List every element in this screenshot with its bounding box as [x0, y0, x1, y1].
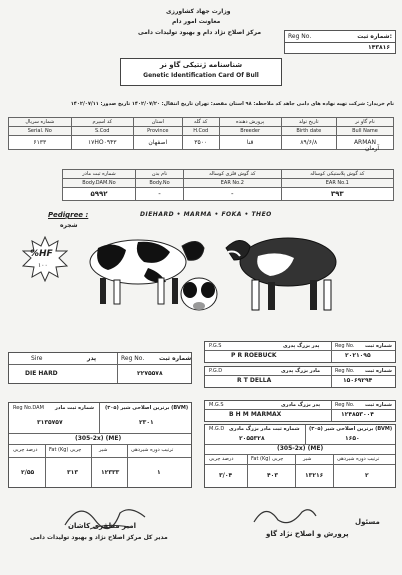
- dam-box: Reg No.DAM شماره ثبت مادر برترین اصلاحی شیر (۳۰۵) (BVM) ۳۱۳۵۷۵۷ ۲۳۰۱ (305-2x) (ME) درصد چربی Fat (Kg) چربی شیر ترتیب دوره شیردهی ۲/۵۵ ۳۱۳ ۱۲۳۳۳ ۱: [8, 402, 192, 488]
- dam-milk-yield: ۱۲۳۳۳: [101, 469, 120, 476]
- dam-lactation: ۱: [157, 469, 161, 476]
- cow-icon-2: [218, 226, 348, 314]
- cow-head-icon: [176, 276, 222, 316]
- dam-fat-kg: ۳۱۳: [67, 469, 78, 476]
- pedigree-lineage: DIEHARD • MARMA • FOKA • THEO: [140, 211, 272, 218]
- bull-photo-rear: [218, 226, 348, 318]
- buyer-info: نام خریدار: شرکت تهیه نهاده های دامی جاهد کد ملاحظه: ۹۸ استان مقصد: تهران تاریخ انتقال: ۱۴۰۲/۰۷/۲۰ تاریخ صدور: ۱۴۰۲/۰۷/۱۱: [70, 101, 394, 107]
- mgd-box: M.G.D شماره ثبت مادر بزرگ مادری برترین اصلاحی شیر (۳۰۵) (BVM) ۲۰۵۵۳۲۸ ۱۶۵۰ (305-2x) (ME) درصد چربی Fat (Kg) چربی شیر ترتیب دوره شیردهی ۳/۰۴ ۴۰۳ ۱۳۲۱۶ ۲: [204, 424, 396, 488]
- pgs-name: P R ROEBUCK: [231, 352, 277, 359]
- bull-photo-front: [176, 276, 222, 320]
- certificate-title: شناسنامه ژنتیکی گاو نر Genetic Identification Card Of Bull: [120, 58, 282, 86]
- responsible-label: مسئول: [355, 518, 380, 526]
- pedigree-label-fa: شجره: [60, 222, 78, 229]
- signer-title: مدیر کل مرکز اصلاح نژاد و بهبود تولیدات دامی: [30, 534, 168, 541]
- mgd-reg: ۲۰۵۵۳۲۸: [239, 435, 265, 442]
- pedigree-label: Pedigree :: [48, 211, 89, 219]
- mgd-fat-pct: ۳/۰۴: [219, 472, 233, 479]
- reg-number-header: شماره ثبت: Reg No.: [284, 30, 396, 44]
- sire-reg: ۲۲۷۵۵۷۸: [137, 370, 163, 377]
- pgs-reg: ۲۰۲۱۰۹۵: [345, 352, 371, 359]
- hf-starburst: %HF ۱۰۰: [22, 236, 68, 282]
- mgd-lactation: ۲: [365, 472, 369, 479]
- dept-name: معاونت امور دام: [172, 18, 221, 25]
- dam-milk: ۲۳۰۱: [139, 419, 154, 426]
- sire-box: Sire پدر Reg No. شماره ثبت DIE HARD ۲۲۷۵۵۷۸: [8, 352, 192, 384]
- responsible-dept: پرورش و اصلاح نژاد گاو: [266, 530, 349, 538]
- center-name: مرکز اصلاح نژاد دام و بهبود تولیدات دامی: [138, 29, 262, 36]
- dam-fat-pct: ۲/۵۵: [21, 469, 35, 476]
- signer-name: امیر مظفری کاشان: [68, 522, 136, 530]
- mgs-box: M.G.S پدر بزرگ مادری Reg No. شماره ثبت B H M MARMAX ۱۲۴۸۵۳۰۰۴: [204, 400, 396, 422]
- reg-number-value-box: [284, 42, 396, 54]
- ear-tag-table: شماره ثبت مادر نام بدن کد گوش فلزی کوساله کد گوش پلاستیکی کوساله Body.DAM.No Body.No EAR No.2 EAR No.1 ۵۹۹۲ - - ۳۹۳: [62, 169, 394, 201]
- bull-id-table: شماره سریال کد اسپرم استان کد گله پرورش دهنده تاریخ تولد نام گاو نر Serial. No S.Cod Province H.Cod Breeder Birth date Bull Name ۶۱۳۳ ۱۷HO۰۹۴۳ اصفهان ۳۵۰۰ قنا ۸۹/۶/۸ ARMAN: [8, 117, 394, 150]
- ministry-name: وزارت جهاد کشاورزی: [166, 8, 231, 15]
- starburst-icon: [22, 236, 68, 282]
- mgs-reg: ۱۲۴۸۵۳۰۰۴: [341, 411, 374, 418]
- pgd-reg: ۱۵۰۶۹۲۹۴: [343, 377, 373, 384]
- mgs-name: B H M MARMAX: [229, 411, 282, 418]
- signature-icon-2: [250, 498, 320, 534]
- mgd-milk: ۱۶۵۰: [345, 435, 360, 442]
- pgd-box: P.G.D مادر بزرگ پدری Reg No. شماره ثبت R T DELLA ۱۵۰۶۹۲۹۴: [204, 366, 396, 388]
- bull-name-fa: آرمان: [365, 145, 380, 152]
- pgs-box: P.G.S پدر بزرگ پدری Reg No. شماره ثبت P R ROEBUCK ۲۰۲۱۰۹۵: [204, 341, 396, 363]
- sire-name: DIE HARD: [25, 370, 58, 377]
- signature-left: [60, 495, 150, 539]
- pgd-name: R T DELLA: [237, 377, 272, 384]
- reg-number-value: ۱۴۳۸۱۶: [368, 44, 390, 51]
- mgd-fat-kg: ۴۰۳: [267, 472, 278, 479]
- mgd-milk-yield: ۱۳۲۱۶: [305, 472, 324, 479]
- dam-reg: ۳۱۳۵۷۵۷: [37, 419, 63, 426]
